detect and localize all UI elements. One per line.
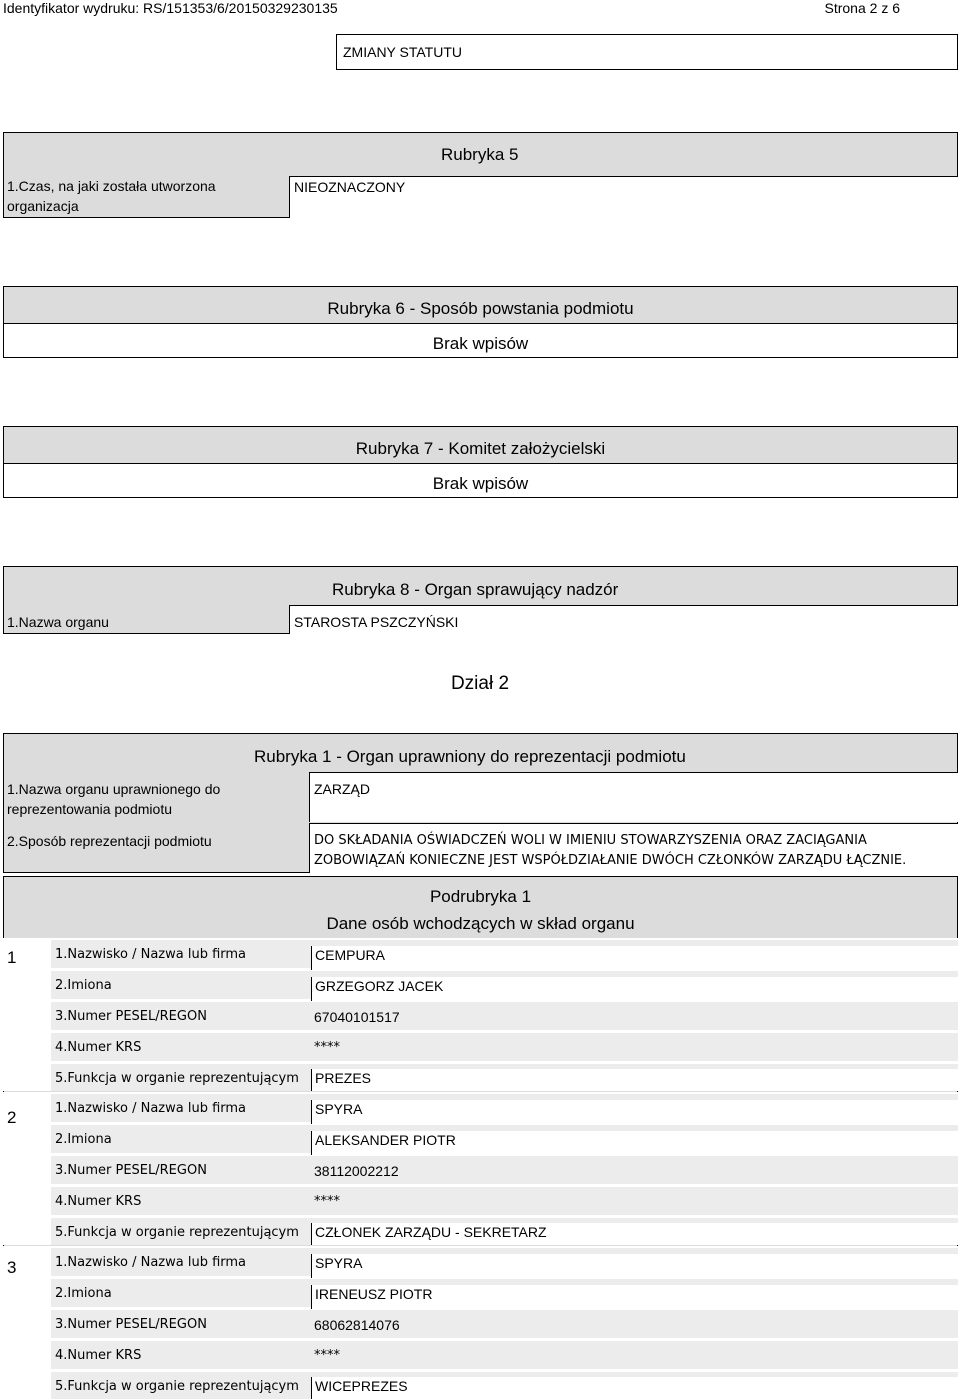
person-krs: ****	[314, 1040, 340, 1055]
person-names: GRZEGORZ JACEK	[311, 977, 958, 1001]
field-label-names: 2.Imiona	[55, 1132, 112, 1147]
person-block-3	[3, 1246, 958, 1399]
page-number: Strona 2 z 6	[824, 0, 900, 16]
rubryka8-title: Rubryka 8 - Organ sprawujący nadzór	[332, 580, 619, 599]
podrubryka-subtitle: Dane osób wchodzących w skład organu	[326, 914, 635, 933]
rubryka1-value1: ZARZĄD	[309, 772, 958, 822]
status-box: ZMIANY STATUTU	[336, 34, 958, 70]
row-bg	[51, 1341, 958, 1369]
field-label-krs: 4.Numer KRS	[55, 1348, 142, 1363]
field-label-names: 2.Imiona	[55, 1286, 112, 1301]
field-label-function: 5.Funkcja w organie reprezentującym	[55, 1379, 299, 1394]
field-label-pesel: 3.Numer PESEL/REGON	[55, 1009, 207, 1024]
rubryka5-title: Rubryka 5	[441, 145, 519, 164]
rubryka8-value: STAROSTA PSZCZYŃSKI	[289, 605, 958, 634]
rubryka6-value: Brak wpisów	[4, 323, 957, 357]
person-pesel: 67040101517	[314, 1009, 400, 1025]
rubryka5-value-text: NIEOZNACZONY	[294, 179, 406, 195]
person-surname: CEMPURA	[311, 946, 958, 970]
rubryka1-label1: 1.Nazwa organu uprawnionego do reprezentowania podmiotu	[7, 781, 221, 817]
rubryka5-value	[289, 176, 958, 218]
rubryka8-label: 1.Nazwa organu	[7, 614, 109, 630]
person-pesel: 38112002212	[314, 1163, 399, 1179]
person-function: WICEPREZES	[311, 1377, 958, 1399]
field-label-krs: 4.Numer KRS	[55, 1040, 142, 1055]
rubryka8-section	[3, 566, 958, 634]
person-pesel: 68062814076	[314, 1317, 400, 1333]
person-surname: SPYRA	[311, 1254, 958, 1278]
person-function: PREZES	[311, 1069, 958, 1091]
rubryka1-section	[3, 733, 958, 873]
person-function: CZŁONEK ZARZĄDU - SEKRETARZ	[311, 1223, 958, 1245]
person-number: 2	[7, 1108, 17, 1127]
person-krs: ****	[314, 1194, 340, 1209]
field-label-function: 5.Funkcja w organie reprezentującym	[55, 1225, 299, 1240]
rubryka6-section	[3, 286, 958, 358]
print-identifier: Identyfikator wydruku: RS/151353/6/20150329230135	[3, 0, 338, 16]
rubryka7-section	[3, 426, 958, 498]
podrubryka-title: Podrubryka 1	[429, 887, 532, 906]
person-surname: SPYRA	[311, 1100, 958, 1124]
field-label-krs: 4.Numer KRS	[55, 1194, 142, 1209]
dzial-heading: Dział 2	[450, 673, 510, 694]
rubryka7-title: Rubryka 7 - Komitet założycielski	[355, 439, 606, 458]
person-names: ALEKSANDER PIOTR	[311, 1131, 958, 1155]
rubryka1-value2: DO SKŁADANIA OŚWIADCZEŃ WOLI W IMIENIU STOWARZYSZENIA ORAZ ZACIĄGANIA ZOBOWIĄZAŃ KONIECZNE JEST WSPÓŁDZIAŁANIE DWÓCH CZŁONKÓW ZARZĄDU ŁĄCZNIE.	[309, 823, 958, 873]
person-block-1	[3, 938, 958, 1091]
person-krs: ****	[314, 1348, 340, 1363]
person-number: 1	[7, 948, 17, 967]
field-label-function: 5.Funkcja w organie reprezentującym	[55, 1071, 299, 1086]
rubryka1-title: Rubryka 1 - Organ uprawniony do reprezentacji podmiotu	[254, 747, 686, 766]
field-label-surname: 1.Nazwisko / Nazwa lub firma	[55, 1101, 247, 1116]
person-names: IRENEUSZ PIOTR	[311, 1285, 958, 1309]
field-label-surname: 1.Nazwisko / Nazwa lub firma	[55, 947, 247, 962]
rubryka7-value: Brak wpisów	[4, 463, 957, 497]
rubryka6-title: Rubryka 6 - Sposób powstania podmiotu	[327, 299, 634, 318]
person-number: 3	[7, 1258, 17, 1277]
field-label-pesel: 3.Numer PESEL/REGON	[55, 1317, 207, 1332]
field-label-names: 2.Imiona	[55, 978, 112, 993]
row-bg	[51, 1187, 958, 1215]
rubryka5-section	[3, 132, 958, 218]
person-block-2	[3, 1092, 958, 1245]
rubryka5-label: 1.Czas, na jaki została utworzona organizacja	[7, 178, 216, 214]
rubryka1-label2: 2.Sposób reprezentacji podmiotu	[7, 833, 212, 849]
field-label-pesel: 3.Numer PESEL/REGON	[55, 1163, 207, 1178]
field-label-surname: 1.Nazwisko / Nazwa lub firma	[55, 1255, 247, 1270]
row-bg	[51, 1033, 958, 1061]
